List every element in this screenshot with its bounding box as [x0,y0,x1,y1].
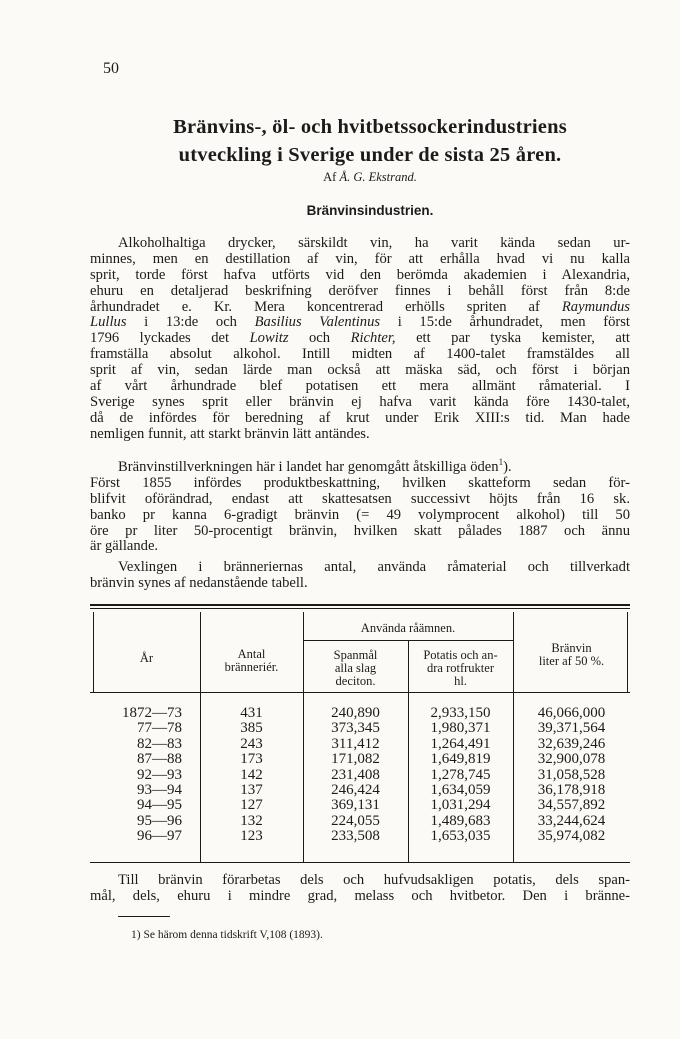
text-line: bränvin synes af nedanstående tabell. [90,574,308,591]
table-cell: 233,508 [331,828,380,845]
table-cell: 77—78 [137,720,182,737]
page-number: 50 [103,60,119,77]
title-line-1: Bränvins-, öl- och hvitbetssockerindustriens [173,116,567,138]
text-line: sprit, torde först hafva utförts vid den berömda akademien i Alexandria, [90,266,630,283]
text-line: då de infördes för beredning af krut under Erik XIII:s tid. Man hade [90,409,630,426]
italic-name: Lowitz [249,330,289,347]
table-cell: 35,974,082 [537,828,606,845]
text-line: Bränvinstillverkningen här i landet har genomgått åtskilliga öden$^1$). [118,457,512,475]
header-raw-materials: Använda råämnen. [360,621,456,635]
table-cell: 94—95 [137,797,182,814]
paragraph-1 [90,236,630,443]
byline-author: Å. G. Ekstrand. [339,170,417,184]
paragraph-4 [90,873,630,905]
table-cell: 93—94 [137,782,182,799]
section-heading: Bränvinsindustrien. [306,203,434,218]
italic-name: Basilius Valentinus [254,314,381,331]
italic-name: Raymundus [561,298,630,315]
byline [100,170,640,185]
text-line: är gällande. [90,538,159,555]
text-line: mål, dels, ehuru i mindre grad, melass och hvitbetor. Den i bränne- [90,887,630,904]
table-cell: 96—97 [137,828,182,845]
text-line: framställa absolut alkohol. Intill midten af 1400-talet framstäldes all [90,346,630,363]
footnote-text: Se härom denna tidskrift V, [143,929,270,941]
table-cell: 95—96 [137,812,182,829]
text-line: Till bränvin förarbetas dels och hufvudsakligen potatis, dels span- [118,872,630,888]
table-cell: 1,031,294 [430,797,491,814]
text-line: Alkoholhaltiga drycker, särskildt vin, ha varit kända sedan ur- [118,235,630,251]
table-cell: 33,244,624 [537,812,606,829]
text-line: Först 1855 infördes produktbeskattning, hvilken skatteform sedan för- [90,474,630,491]
table-cell: 1,634,059 [430,782,491,799]
table-cell: 132 [240,812,263,829]
table-cell: 1,264,491 [430,735,491,752]
column-count [200,706,303,845]
table-cell: 32,900,078 [537,751,606,768]
table-cell: 36,178,918 [537,782,606,799]
column-spirits [513,706,630,845]
text-line: blifvit oförändrad, endast att skattesatsen successivt höjts från 16 sk. [90,490,630,507]
table-cell: 1,980,371 [430,720,491,737]
table-cell: 311,412 [331,735,380,752]
table-bottom-rule [90,862,630,863]
text-line: banko pr kanna 6-gradigt bränvin (= 49 volymprocent alkohol) till 50 [90,506,630,523]
italic-name: Richter, [350,330,396,347]
italic-name: Lullus [90,314,127,331]
header-count: Antal bränneriér. [224,647,279,674]
text-line: nemligen funnit, att starkt bränvin lätt antändes. [90,425,370,442]
table-cell: 1,653,035 [430,828,491,845]
table-cell: 34,557,892 [537,797,606,814]
header-grain: Spanmål alla slag deciton. [333,648,378,688]
paragraph-3 [90,560,630,592]
header-potato: Potatis och an- dra rotfrukter hl. [423,648,498,688]
header-year: År [139,651,154,665]
table-cell: 46,066,000 [537,705,606,721]
article-title [100,113,640,169]
table-cell: 240,890 [331,705,380,721]
table-cell: 1,278,745 [430,766,491,783]
table-cell: 39,371,564 [537,720,606,737]
table-cell: 246,424 [331,782,380,799]
table-cell: 32,639,246 [537,735,606,752]
table-cell: 123 [240,828,263,845]
table-cell: 1,489,683 [430,812,491,829]
footnote-rule [118,916,170,917]
text-line: ehuru en detaljerad beskrifning deröfver finnes i behåll först från 8:de [90,282,630,299]
text-line: af vårt århundrade blef potatisen ett mera allmänt råmaterial. I [90,378,630,395]
text-line: Vexlingen i bränneriernas antal, använda råmaterial och tillverkadt [118,559,630,575]
table-cell: 373,345 [331,720,380,737]
table-cell: 87—88 [137,751,182,768]
text-line: sprit af vin, sedan lärde man också att mäska säd, och först i början [90,362,630,379]
text-line: öre pr liter 50-procentigt bränvin, hvilken skatt pålades 1887 och ännu [90,522,630,539]
table-cell: 92—93 [137,766,182,783]
footnote [131,929,323,941]
table-cell: 2,933,150 [430,705,491,721]
footnote-year: (1893). [289,929,323,941]
table-cell: 243 [240,735,263,752]
column-year [93,706,182,845]
table-cell: 137 [240,782,263,799]
text-line: minnes, men en destillation af vin, för att erhålla hvad vi nu kalla [90,250,630,267]
table-cell: 173 [240,751,263,768]
table-cell: 369,131 [331,797,380,814]
footnote-page: 108 [269,929,287,941]
table-cell: 224,055 [331,812,380,829]
table-cell: 31,058,528 [537,766,606,783]
column-potato [408,706,513,845]
table-top-rule [90,604,630,606]
byline-prefix: Af [323,170,337,184]
table-cell: 431 [240,705,263,721]
footnote-marker: 1) [131,929,141,941]
table-cell: 1872—73 [122,705,182,721]
text-line: 1796 lyckades det Lowitz och Richter, ett par tyska kemister, att [90,330,630,347]
table-cell: 142 [240,766,263,783]
text-line: Sverige synes sprit eller bränvin ej hafva varit kända före 1430-talet, [90,393,630,410]
table-top-rule-thin [90,608,630,609]
text-line: Lullus i 13:de och Basilius Valentinus i 15:de århundradet, men först [90,314,630,331]
table-cell: 231,408 [331,766,380,783]
table-cell: 82—83 [137,735,182,752]
table-cell: 127 [240,797,263,814]
paragraph-2 [90,457,630,555]
title-line-2: utveckling i Sverige under de sista 25 åren. [178,144,562,166]
statistics-table [90,604,630,866]
table-cell: 385 [240,720,263,737]
column-grain [303,706,408,845]
header-spirits: Bränvin liter af 50 %. [538,641,605,668]
table-header-rule [90,692,630,693]
text-line: århundradet e. Kr. Mera koncentrerad erhölls spriten af Raymundus [90,298,630,315]
footnote-ref: 1 [498,457,504,468]
table-cell: 171,082 [331,751,380,768]
table-cell: 1,649,819 [430,751,491,768]
